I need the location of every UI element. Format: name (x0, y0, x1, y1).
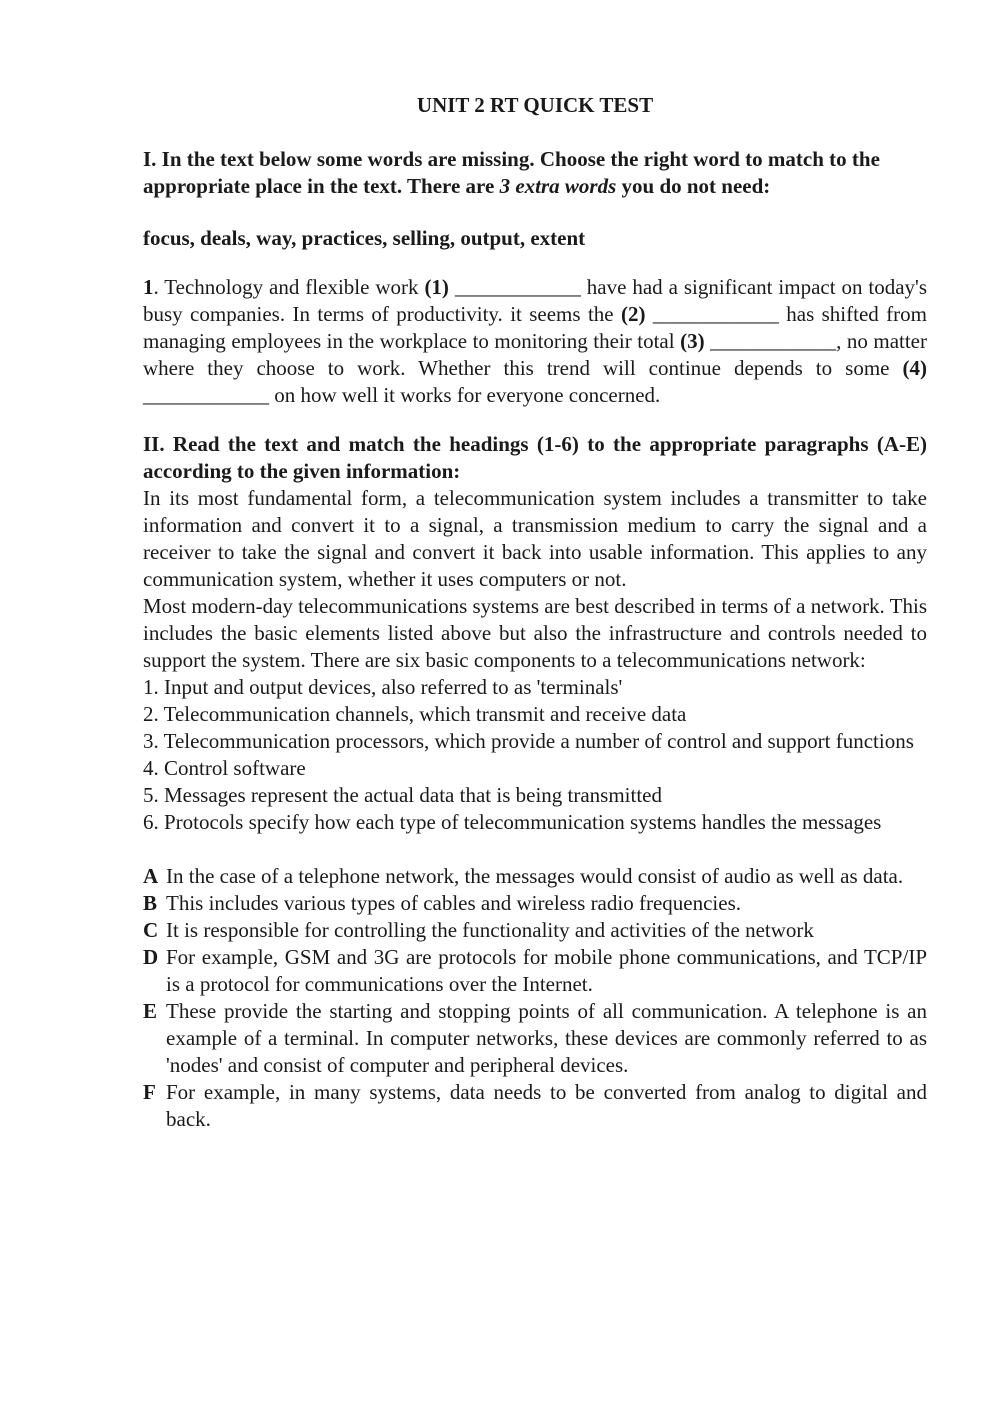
section2-instruction: II. Read the text and match the headings (1-6) to the appropriate paragraphs (A-E) according to the given information: (143, 432, 927, 483)
intro-paragraph-2: Most modern-day telecommunications systems are best described in terms of a network. This includes the basic elements listed above but also the infrastructure and controls needed to support the system. There are six basic components to a telecommunications network: (143, 594, 928, 672)
option-text: For example, GSM and 3G are protocols for mobile phone communications, and TCP/IP is a protocol for communications over the Internet. (166, 945, 927, 996)
section1-instruction-emphasis: 3 extra words (499, 174, 617, 198)
word-bank: focus, deals, way, practices, selling, output, extent (143, 226, 586, 250)
gap-marker-4: (4) (902, 356, 927, 380)
intro-paragraph-1: In its most fundamental form, a telecommunication system includes a transmitter to take information and convert it to a signal, a transmission medium to carry the signal and a receiver to take the signal and convert it back into usable information. This applies to any communication system, whether it uses computers or not. (143, 486, 927, 591)
gap-fill-paragraph (143, 274, 927, 409)
option-letter: E (143, 999, 158, 1023)
option-letter: B (143, 891, 158, 915)
gap-text-3: ____________ has shifted from managing employees in the workplace to monitoring their total (143, 302, 927, 353)
option-text: These provide the starting and stopping points of all communication. A telephone is an example of a terminal. In computer networks, these devices are commonly referred to as 'nodes' and consist of computer and peripheral devices. (166, 999, 927, 1077)
option-letter: F (143, 1080, 156, 1104)
option-item (143, 863, 927, 890)
heading-item: 1. Input and output devices, also referred to as 'terminals' (143, 675, 623, 699)
heading-item: 5. Messages represent the actual data that is being transmitted (143, 783, 663, 807)
heading-item: 3. Telecommunication processors, which provide a number of control and support functions (143, 729, 914, 753)
gap-text-1: . Technology and flexible work (153, 275, 425, 299)
option-item (143, 917, 927, 944)
option-item (143, 890, 927, 917)
page-title: UNIT 2 RT QUICK TEST (416, 93, 654, 117)
heading-item: 4. Control software (143, 756, 306, 780)
option-letter: C (143, 918, 159, 942)
option-item (143, 944, 927, 998)
option-item (143, 998, 927, 1079)
gap-marker-1: (1) (424, 275, 449, 299)
paragraph-number: 1 (143, 275, 154, 299)
option-text: In the case of a telephone network, the messages would consist of audio as well as data. (166, 864, 904, 888)
gap-marker-2: (2) (620, 302, 646, 326)
heading-item: 6. Protocols specify how each type of telecommunication systems handles the messages (143, 810, 882, 834)
gap-text-4: ____________, no matter where they choose to work. Whether this trend will continue depends to some (143, 329, 927, 380)
option-item (143, 1079, 927, 1133)
option-letter: D (143, 945, 159, 969)
option-text: For example, in many systems, data needs to be converted from analog to digital and back. (166, 1080, 927, 1131)
gap-text-5: ____________ on how well it works for everyone concerned. (143, 383, 661, 407)
options-list (143, 863, 927, 1133)
spacer (143, 836, 927, 863)
section1-instruction-text-end: you do not need: (616, 174, 771, 198)
gap-marker-3: (3) (680, 329, 705, 353)
section1-instruction (143, 146, 927, 200)
section1-instruction-text: I. In the text below some words are missing. Choose the right word to match to the appropriate place in the text. There are (143, 147, 880, 198)
option-letter: A (143, 864, 159, 888)
gap-text-2: ____________ have had a significant impact on today's busy companies. In terms of productivity. it seems the (143, 275, 927, 326)
headings-list (143, 674, 927, 836)
heading-item: 2. Telecommunication channels, which transmit and receive data (143, 702, 687, 726)
option-text: It is responsible for controlling the functionality and activities of the network (166, 918, 814, 942)
option-text: This includes various types of cables and wireless radio frequencies. (166, 891, 741, 915)
